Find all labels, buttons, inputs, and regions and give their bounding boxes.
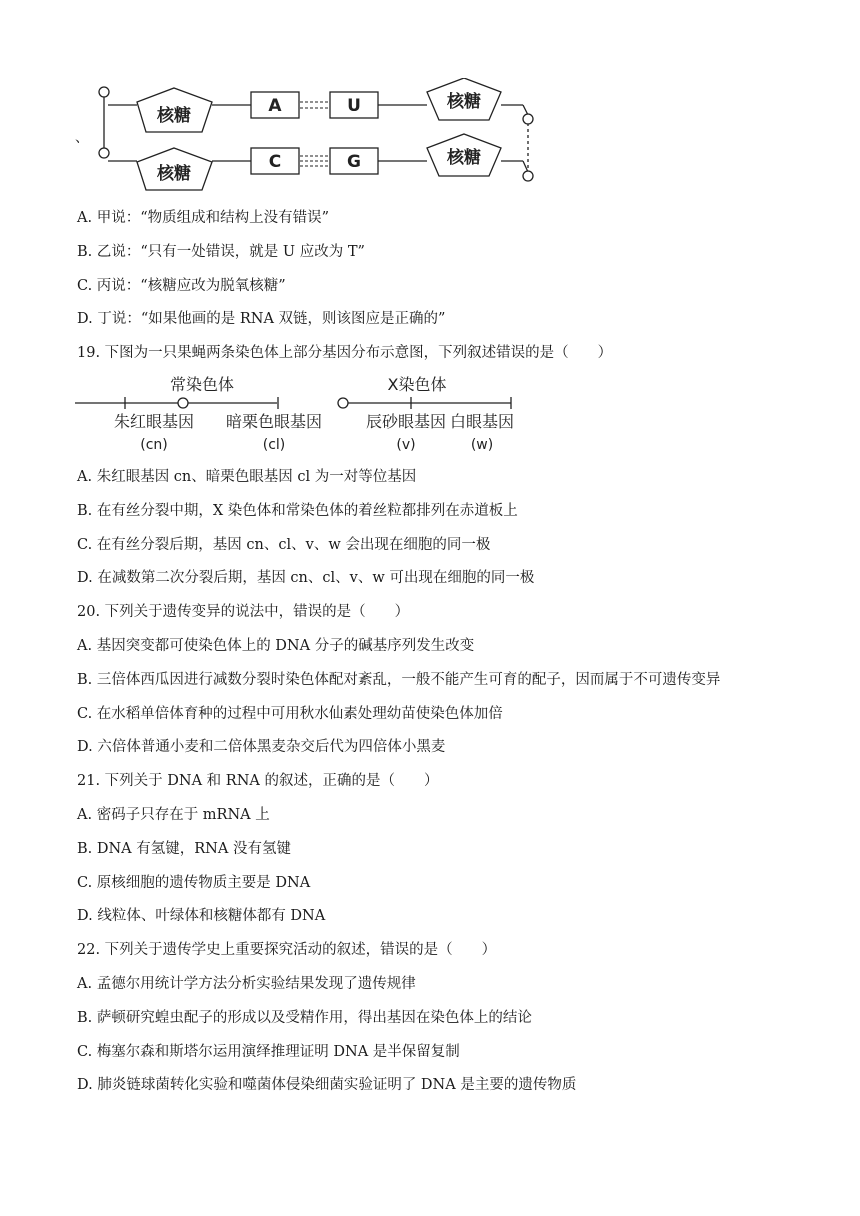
autosome-centromere — [178, 398, 188, 408]
base-label: A — [268, 96, 282, 116]
base-label: C — [268, 152, 282, 172]
sugar-label: 核糖 — [157, 106, 191, 126]
q20-option-b: B. 三倍体西瓜因进行减数分裂时染色体配对紊乱，一般不能产生可育的配子，因而属于不可遗传变异 — [77, 672, 721, 688]
q21-stem: 21. 下列关于 DNA 和 RNA 的叙述，正确的是（ ） — [77, 773, 439, 789]
phosphate-circle — [99, 148, 109, 158]
gene-name: 辰砂眼基因 — [365, 412, 447, 431]
gene-name: 暗栗色眼基因 — [225, 412, 323, 431]
q22-option-c: C. 梅塞尔森和斯塔尔运用演绎推理证明 DNA 是半保留复制 — [77, 1044, 460, 1060]
q20-option-c: C. 在水稻单倍体育种的过程中可用秋水仙素处理幼苗使染色体加倍 — [77, 706, 503, 722]
q18-option-c: C. 丙说：“核糖应改为脱氧核糖” — [77, 278, 286, 294]
gene-symbol: (v) — [396, 437, 416, 453]
phosphate-circle — [523, 171, 533, 181]
q19-option-a: A. 朱红眼基因 cn、暗栗色眼基因 cl 为一对等位基因 — [77, 469, 417, 485]
gene-symbol: (cn) — [140, 437, 168, 453]
x-chromosome-label: X染色体 — [387, 375, 447, 394]
list-mark: 、 — [75, 130, 89, 146]
base-label: U — [347, 96, 361, 116]
q20-stem: 20. 下列关于遗传变异的说法中，错误的是（ ） — [77, 604, 410, 620]
gene-symbol: (w) — [470, 437, 494, 453]
q19-option-b: B. 在有丝分裂中期，X 染色体和常染色体的着丝粒都排列在赤道板上 — [77, 503, 518, 519]
q20-option-a: A. 基因突变都可使染色体上的 DNA 分子的碱基序列发生改变 — [77, 638, 475, 654]
base-label: G — [347, 152, 361, 172]
autosome-label: 常染色体 — [169, 375, 235, 394]
sugar-label: 核糖 — [447, 148, 481, 168]
q18-option-a: A. 甲说：“物质组成和结构上没有错误” — [77, 210, 330, 226]
q19-option-d: D. 在减数第二次分裂后期，基因 cn、cl、v、w 可出现在细胞的同一极 — [77, 570, 535, 586]
q20-option-d: D. 六倍体普通小麦和二倍体黑麦杂交后代为四倍体小黑麦 — [77, 739, 446, 755]
q21-option-d: D. 线粒体、叶绿体和核糖体都有 DNA — [77, 908, 326, 924]
q18-option-d: D. 丁说：“如果他画的是 RNA 双链，则该图应是正确的” — [77, 311, 446, 327]
nucleotide-chain-diagram — [75, 78, 545, 193]
chromosome-gene-diagram — [75, 370, 525, 454]
sugar-label: 核糖 — [157, 164, 191, 184]
gene-symbol: (cl) — [262, 437, 286, 453]
q18-option-b: B. 乙说：“只有一处错误，就是 U 应改为 T” — [77, 244, 365, 260]
gene-name: 朱红眼基因 — [113, 412, 195, 431]
sugar-label: 核糖 — [447, 92, 481, 112]
x-centromere — [338, 398, 348, 408]
phosphate-circle — [99, 87, 109, 97]
q22-option-b: B. 萨顿研究蝗虫配子的形成以及受精作用，得出基因在染色体上的结论 — [77, 1010, 532, 1026]
q21-option-b: B. DNA 有氢键，RNA 没有氢键 — [77, 841, 291, 857]
q21-option-a: A. 密码子只存在于 mRNA 上 — [77, 807, 270, 823]
gene-name: 白眼基因 — [449, 412, 515, 431]
phosphate-circle — [523, 114, 533, 124]
q22-stem: 22. 下列关于遗传学史上重要探究活动的叙述，错误的是（ ） — [77, 942, 497, 958]
q19-option-c: C. 在有丝分裂后期，基因 cn、cl、v、w 会出现在细胞的同一极 — [77, 537, 491, 553]
q19-stem: 19. 下图为一只果蝇两条染色体上部分基因分布示意图，下列叙述错误的是（ ） — [77, 345, 613, 361]
q21-option-c: C. 原核细胞的遗传物质主要是 DNA — [77, 875, 311, 891]
q22-option-d: D. 肺炎链球菌转化实验和噬菌体侵染细菌实验证明了 DNA 是主要的遗传物质 — [77, 1077, 577, 1093]
q22-option-a: A. 孟德尔用统计学方法分析实验结果发现了遗传规律 — [77, 976, 416, 992]
